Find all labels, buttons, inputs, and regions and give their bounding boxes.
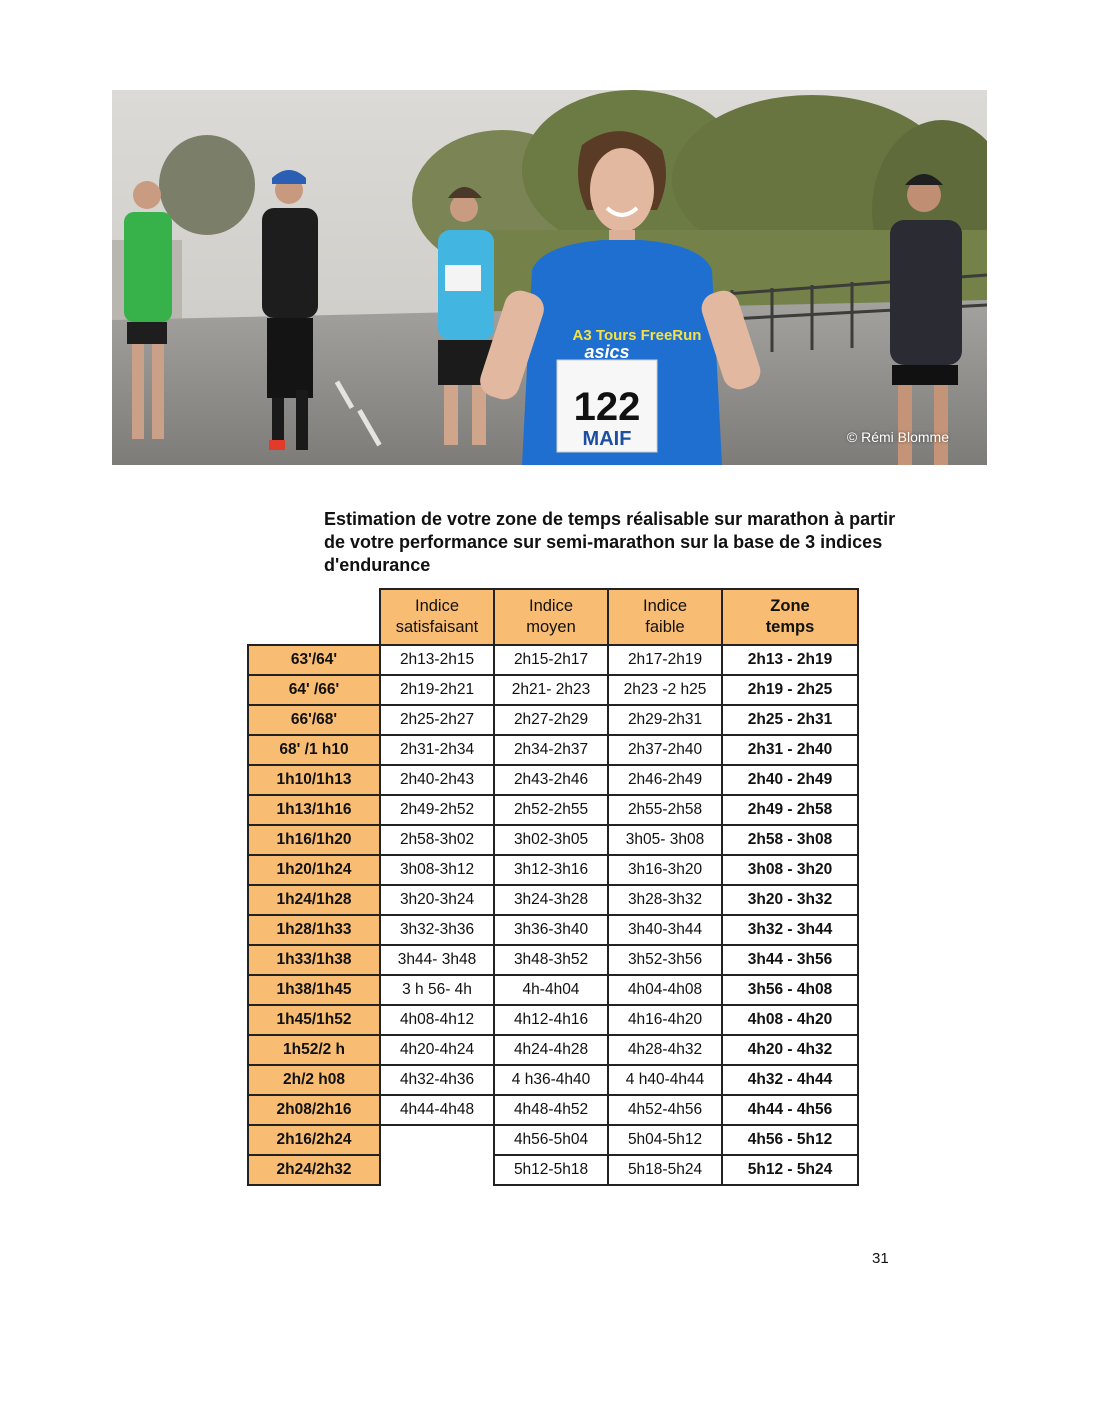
header-blank-cell [248,589,380,645]
moyen-cell: 2h43-2h46 [494,765,608,795]
satisfaisant-cell: 2h49-2h52 [380,795,494,825]
zone-temps-cell: 2h31 - 2h40 [722,735,858,765]
satisfaisant-cell [380,1155,494,1185]
header-row [248,589,858,645]
bib-brand: asics [584,342,630,362]
semi-time-cell: 1h28/1h33 [248,915,380,945]
zone-temps-cell: 3h08 - 3h20 [722,855,858,885]
satisfaisant-cell: 2h25-2h27 [380,705,494,735]
moyen-cell: 2h52-2h55 [494,795,608,825]
moyen-cell: 4h56-5h04 [494,1125,608,1155]
faible-cell: 4 h40-4h44 [608,1065,722,1095]
table-row [248,675,858,705]
table-row [248,735,858,765]
semi-time-cell: 1h45/1h52 [248,1005,380,1035]
header-faible [608,589,722,645]
faible-cell: 5h04-5h12 [608,1125,722,1155]
runners-illustration [112,90,987,465]
zone-temps-cell: 2h58 - 3h08 [722,825,858,855]
zone-temps-cell: 2h19 - 2h25 [722,675,858,705]
satisfaisant-cell: 4h08-4h12 [380,1005,494,1035]
marathon-estimate-table [247,588,859,1186]
semi-time-cell: 1h33/1h38 [248,945,380,975]
moyen-cell: 4h12-4h16 [494,1005,608,1035]
table-row [248,645,858,675]
header-satisfaisant [380,589,494,645]
faible-cell: 3h52-3h56 [608,945,722,975]
satisfaisant-cell: 2h19-2h21 [380,675,494,705]
satisfaisant-cell: 4h32-4h36 [380,1065,494,1095]
semi-time-cell: 63'/64' [248,645,380,675]
semi-time-cell: 1h24/1h28 [248,885,380,915]
jersey-text: A3 Tours FreeRun [572,327,702,344]
moyen-cell: 5h12-5h18 [494,1155,608,1185]
header-line2: satisfaisant [395,618,479,636]
faible-cell: 3h05- 3h08 [608,825,722,855]
faible-cell: 4h16-4h20 [608,1005,722,1035]
moyen-cell: 4h48-4h52 [494,1095,608,1125]
satisfaisant-cell: 3h20-3h24 [380,885,494,915]
zone-temps-cell: 3h32 - 3h44 [722,915,858,945]
header-line1: Indice [642,597,688,615]
race-photo [112,90,987,465]
page-number: 31 [872,1250,889,1267]
faible-cell: 4h28-4h32 [608,1035,722,1065]
table-row [248,945,858,975]
table-row [248,1155,858,1185]
table-row [248,915,858,945]
bib-sponsor: MAIF [582,428,632,450]
faible-cell: 2h23 -2 h25 [608,675,722,705]
satisfaisant-cell: 2h40-2h43 [380,765,494,795]
faible-cell: 4h04-4h08 [608,975,722,1005]
zone-temps-cell: 4h44 - 4h56 [722,1095,858,1125]
header-zone-temps [722,589,858,645]
table-row [248,1035,858,1065]
moyen-cell: 3h24-3h28 [494,885,608,915]
satisfaisant-cell: 3h08-3h12 [380,855,494,885]
satisfaisant-cell: 2h31-2h34 [380,735,494,765]
zone-temps-cell: 4h08 - 4h20 [722,1005,858,1035]
semi-time-cell: 66'/68' [248,705,380,735]
faible-cell: 2h37-2h40 [608,735,722,765]
satisfaisant-cell: 2h13-2h15 [380,645,494,675]
semi-time-cell: 1h13/1h16 [248,795,380,825]
zone-temps-cell: 2h25 - 2h31 [722,705,858,735]
satisfaisant-cell: 4h44-4h48 [380,1095,494,1125]
table-caption: Estimation de votre zone de temps réalisable sur marathon à partir de votre performance sur semi-marathon sur la base de 3 indices d'endurance [324,509,896,575]
faible-cell: 3h16-3h20 [608,855,722,885]
moyen-cell: 3h36-3h40 [494,915,608,945]
table-row [248,1125,858,1155]
faible-cell: 3h28-3h32 [608,885,722,915]
semi-time-cell: 2h/2 h08 [248,1065,380,1095]
zone-temps-cell: 4h20 - 4h32 [722,1035,858,1065]
moyen-cell: 3h48-3h52 [494,945,608,975]
faible-cell: 2h46-2h49 [608,765,722,795]
moyen-cell: 2h34-2h37 [494,735,608,765]
table-body [248,645,858,1185]
moyen-cell: 2h15-2h17 [494,645,608,675]
semi-time-cell: 2h16/2h24 [248,1125,380,1155]
faible-cell: 2h29-2h31 [608,705,722,735]
semi-time-cell: 1h16/1h20 [248,825,380,855]
bib-number: 122 [573,385,641,429]
zone-temps-cell: 2h13 - 2h19 [722,645,858,675]
semi-time-cell: 1h20/1h24 [248,855,380,885]
zone-temps-cell: 4h56 - 5h12 [722,1125,858,1155]
faible-cell: 4h52-4h56 [608,1095,722,1125]
header-line1: Indice [414,597,460,615]
table-row [248,1005,858,1035]
semi-time-cell: 1h52/2 h [248,1035,380,1065]
moyen-cell: 3h02-3h05 [494,825,608,855]
table-row [248,795,858,825]
table-row [248,705,858,735]
semi-time-cell: 2h08/2h16 [248,1095,380,1125]
zone-temps-cell: 5h12 - 5h24 [722,1155,858,1185]
header-line1: Zone [770,597,810,615]
table-row [248,975,858,1005]
satisfaisant-cell: 3 h 56- 4h [380,975,494,1005]
satisfaisant-cell: 3h44- 3h48 [380,945,494,975]
zone-temps-cell: 3h44 - 3h56 [722,945,858,975]
zone-temps-cell: 3h56 - 4h08 [722,975,858,1005]
moyen-cell: 4 h36-4h40 [494,1065,608,1095]
semi-time-cell: 1h38/1h45 [248,975,380,1005]
semi-time-cell: 68' /1 h10 [248,735,380,765]
table-row [248,765,858,795]
table-row [248,1065,858,1095]
satisfaisant-cell [380,1125,494,1155]
header-line2: faible [645,618,685,636]
photo-credit: © Rémi Blomme [846,429,949,445]
semi-time-cell: 2h24/2h32 [248,1155,380,1185]
table-row [248,855,858,885]
header-line2: moyen [526,618,576,636]
header-line1: Indice [528,597,574,615]
satisfaisant-cell: 4h20-4h24 [380,1035,494,1065]
header-line2: temps [765,618,815,636]
faible-cell: 3h40-3h44 [608,915,722,945]
zone-temps-cell: 2h49 - 2h58 [722,795,858,825]
table-row [248,825,858,855]
table-row [248,1095,858,1125]
moyen-cell: 2h27-2h29 [494,705,608,735]
faible-cell: 5h18-5h24 [608,1155,722,1185]
moyen-cell: 2h21- 2h23 [494,675,608,705]
zone-temps-cell: 4h32 - 4h44 [722,1065,858,1095]
satisfaisant-cell: 3h32-3h36 [380,915,494,945]
zone-temps-cell: 3h20 - 3h32 [722,885,858,915]
header-moyen [494,589,608,645]
table-row [248,885,858,915]
satisfaisant-cell: 2h58-3h02 [380,825,494,855]
zone-temps-cell: 2h40 - 2h49 [722,765,858,795]
moyen-cell: 3h12-3h16 [494,855,608,885]
moyen-cell: 4h-4h04 [494,975,608,1005]
faible-cell: 2h17-2h19 [608,645,722,675]
moyen-cell: 4h24-4h28 [494,1035,608,1065]
semi-time-cell: 64' /66' [248,675,380,705]
faible-cell: 2h55-2h58 [608,795,722,825]
semi-time-cell: 1h10/1h13 [248,765,380,795]
